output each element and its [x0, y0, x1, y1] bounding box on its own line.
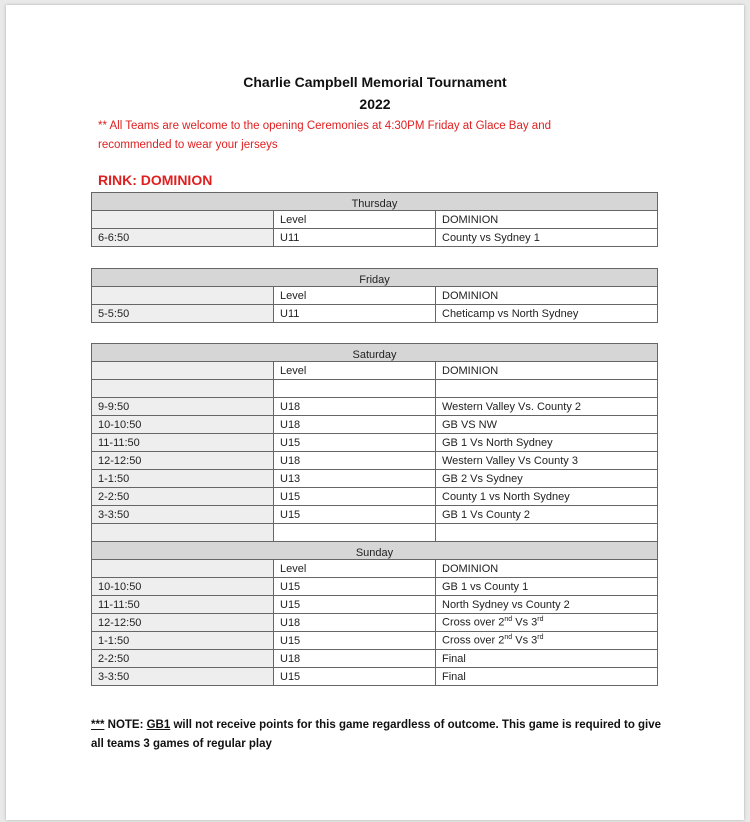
- game-cell: DOMINION: [436, 362, 658, 380]
- table-row: [92, 452, 658, 470]
- time-cell: [92, 287, 274, 305]
- level-cell: Level: [274, 211, 436, 229]
- opening-ceremony-notice: ** All Teams are welcome to the opening Ceremonies at 4:30PM Friday at Glace Bay and recommended to wear your jerseys: [98, 120, 551, 151]
- table-row: [92, 380, 658, 398]
- game-cell: [436, 380, 658, 398]
- game-cell: DOMINION: [436, 287, 658, 305]
- game-cell: Western Valley Vs County 3: [436, 452, 658, 470]
- table-row: [92, 434, 658, 452]
- time-cell: 11-11:50: [92, 596, 274, 614]
- level-cell: U15: [274, 578, 436, 596]
- note-label: NOTE:: [104, 719, 147, 731]
- day-header-row: [92, 344, 658, 362]
- time-cell: 3-3:50: [92, 668, 274, 686]
- thursday-schedule-table: [91, 192, 658, 247]
- game-cell: Final: [436, 650, 658, 668]
- day-label: Friday: [92, 269, 658, 287]
- day-header-row: [92, 542, 658, 560]
- level-cell: U15: [274, 488, 436, 506]
- table-row: [92, 524, 658, 542]
- time-cell: 10-10:50: [92, 578, 274, 596]
- level-cell: U13: [274, 470, 436, 488]
- time-cell: 11-11:50: [92, 434, 274, 452]
- table-row: [92, 560, 658, 578]
- table-row: [92, 668, 658, 686]
- table-row: [92, 506, 658, 524]
- time-cell: [92, 560, 274, 578]
- time-cell: [92, 524, 274, 542]
- table-row: [92, 650, 658, 668]
- time-cell: 10-10:50: [92, 416, 274, 434]
- level-cell: Level: [274, 287, 436, 305]
- table-row: [92, 578, 658, 596]
- day-label: Saturday: [92, 344, 658, 362]
- level-cell: U18: [274, 398, 436, 416]
- time-cell: [92, 211, 274, 229]
- game-cell: GB VS NW: [436, 416, 658, 434]
- level-cell: Level: [274, 560, 436, 578]
- game-cell: North Sydney vs County 2: [436, 596, 658, 614]
- game-cell: GB 1 Vs County 2: [436, 506, 658, 524]
- time-cell: 2-2:50: [92, 650, 274, 668]
- level-cell: U18: [274, 614, 436, 632]
- document-title: Charlie Campbell Memorial Tournament: [243, 74, 507, 90]
- game-cell: Cross over 2nd Vs 3rd: [436, 614, 658, 632]
- level-cell: [274, 380, 436, 398]
- game-cell: Cross over 2nd Vs 3rd: [436, 632, 658, 650]
- day-label: Thursday: [92, 193, 658, 211]
- level-cell: U18: [274, 452, 436, 470]
- game-cell: Western Valley Vs. County 2: [436, 398, 658, 416]
- level-cell: U15: [274, 668, 436, 686]
- time-cell: 1-1:50: [92, 632, 274, 650]
- level-cell: U15: [274, 434, 436, 452]
- level-cell: U15: [274, 596, 436, 614]
- table-row: [92, 398, 658, 416]
- game-cell: GB 1 Vs North Sydney: [436, 434, 658, 452]
- day-header-row: [92, 193, 658, 211]
- day-header-row: [92, 269, 658, 287]
- game-cell: County 1 vs North Sydney: [436, 488, 658, 506]
- level-cell: U15: [274, 632, 436, 650]
- note-text: will not receive points for this game regardless of outcome. This game is required to give all teams 3 games of regular play: [91, 719, 662, 750]
- table-row: [92, 416, 658, 434]
- game-cell: Final: [436, 668, 658, 686]
- table-row: [92, 488, 658, 506]
- gb1-points-note: [91, 716, 671, 754]
- document-year: 2022: [359, 96, 391, 112]
- table-row: [92, 614, 658, 632]
- table-row: [92, 362, 658, 380]
- game-cell: DOMINION: [436, 560, 658, 578]
- time-cell: 9-9:50: [92, 398, 274, 416]
- level-cell: [274, 524, 436, 542]
- level-cell: U11: [274, 229, 436, 247]
- note-stars: ***: [91, 719, 105, 731]
- table-row: [92, 470, 658, 488]
- game-cell: GB 1 vs County 1: [436, 578, 658, 596]
- time-cell: 2-2:50: [92, 488, 274, 506]
- table-row: [92, 211, 658, 229]
- game-cell: Cheticamp vs North Sydney: [436, 305, 658, 323]
- time-cell: 5-5:50: [92, 305, 274, 323]
- note-team: GB1: [146, 719, 171, 731]
- level-cell: U18: [274, 416, 436, 434]
- time-cell: 12-12:50: [92, 452, 274, 470]
- table-row: [92, 229, 658, 247]
- time-cell: [92, 380, 274, 398]
- time-cell: 12-12:50: [92, 614, 274, 632]
- rink-heading: RINK: DOMINION: [98, 172, 213, 188]
- time-cell: 3-3:50: [92, 506, 274, 524]
- level-cell: U11: [274, 305, 436, 323]
- level-cell: Level: [274, 362, 436, 380]
- table-row: [92, 596, 658, 614]
- friday-schedule-table: [91, 268, 658, 323]
- table-row: [92, 305, 658, 323]
- table-row: [92, 632, 658, 650]
- game-cell: GB 2 Vs Sydney: [436, 470, 658, 488]
- time-cell: 6-6:50: [92, 229, 274, 247]
- game-cell: County vs Sydney 1: [436, 229, 658, 247]
- level-cell: U15: [274, 506, 436, 524]
- game-cell: [436, 524, 658, 542]
- time-cell: 1-1:50: [92, 470, 274, 488]
- day-label: Sunday: [92, 542, 658, 560]
- game-cell: DOMINION: [436, 211, 658, 229]
- level-cell: U18: [274, 650, 436, 668]
- weekend-schedule-table: [91, 343, 658, 686]
- table-row: [92, 287, 658, 305]
- time-cell: [92, 362, 274, 380]
